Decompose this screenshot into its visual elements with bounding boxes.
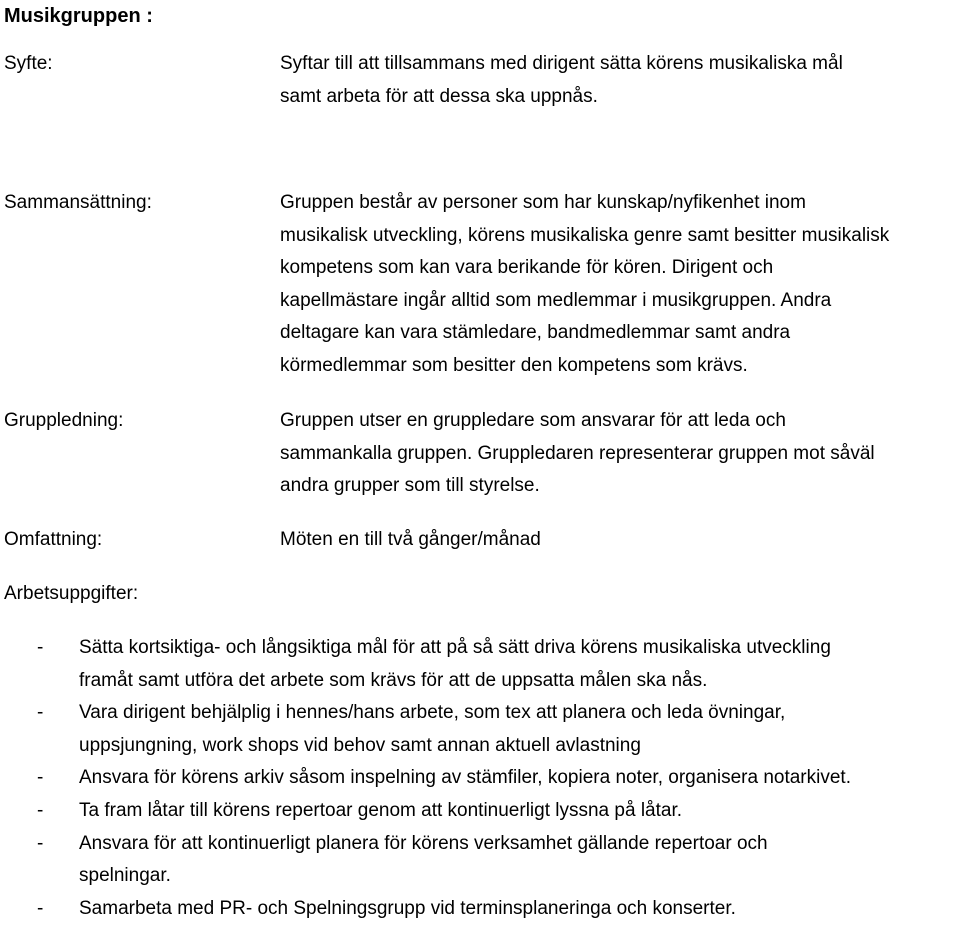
list-item xyxy=(0,632,960,697)
section-label-omfattning: Omfattning: xyxy=(4,529,103,550)
list-item xyxy=(0,795,960,828)
tasks-heading: Arbetsuppgifter: xyxy=(4,583,139,604)
bullet-dash: - xyxy=(37,897,44,919)
text-line: Samarbeta med PR- och Spelningsgrupp vid terminsplaneringa och konserter. xyxy=(79,897,736,919)
text-line: spelningar. xyxy=(79,865,171,887)
text-line: körmedlemmar som besitter den kompetens som krävs. xyxy=(280,354,748,376)
section-text-gruppledning xyxy=(280,405,960,503)
list-item xyxy=(0,828,960,893)
tasks-list xyxy=(0,632,960,925)
text-line: framåt samt utföra det arbete som krävs för att de uppsatta målen ska nås. xyxy=(79,669,708,691)
text-line: sammankalla gruppen. Gruppledaren representerar gruppen mot såväl xyxy=(280,442,875,464)
section-text-syfte xyxy=(280,48,960,113)
text-line: Ansvara för att kontinuerligt planera för körens verksamhet gällande repertoar och xyxy=(79,832,768,854)
bullet-dash: - xyxy=(37,832,44,854)
text-line: Ansvara för körens arkiv såsom inspelning av stämfiler, kopiera noter, organisera notarkivet. xyxy=(79,767,851,789)
text-line: andra grupper som till styrelse. xyxy=(280,475,540,497)
section-text-omfattning xyxy=(280,524,960,557)
bullet-dash: - xyxy=(37,767,44,789)
text-line: Ta fram låtar till körens repertoar genom att kontinuerligt lyssna på låtar. xyxy=(79,799,683,821)
text-line: kapellmästare ingår alltid som medlemmar i musikgruppen. Andra xyxy=(280,289,832,311)
section-label-sammansattning: Sammansättning: xyxy=(4,192,152,213)
section-label-gruppledning: Gruppledning: xyxy=(4,410,124,431)
text-line: Gruppen består av personer som har kunskap/nyfikenhet inom xyxy=(280,192,806,213)
text-line: Sätta kortsiktiga- och långsiktiga mål för att på så sätt driva körens musikaliska utveckling xyxy=(79,637,831,658)
section-text-sammansattning xyxy=(280,187,960,383)
list-item xyxy=(0,893,960,925)
list-item xyxy=(0,697,960,762)
text-line: Vara dirigent behjälplig i hennes/hans arbete, som tex att planera och leda övningar, xyxy=(79,702,786,724)
bullet-dash: - xyxy=(37,799,44,821)
section-label-syfte: Syfte: xyxy=(4,53,53,74)
text-line: samt arbeta för att dessa ska uppnås. xyxy=(280,85,598,107)
text-line: Syftar till att tillsammans med dirigent sätta körens musikaliska mål xyxy=(280,53,843,74)
text-line: kompetens som kan vara berikande för kören. Dirigent och xyxy=(280,257,774,279)
text-line: musikalisk utveckling, körens musikaliska genre samt besitter musikalisk xyxy=(280,224,890,246)
bullet-dash: - xyxy=(37,637,44,658)
text-line: Gruppen utser en gruppledare som ansvarar för att leda och xyxy=(280,410,786,431)
text-line: uppsjungning, work shops vid behov samt annan aktuell avlastning xyxy=(79,734,641,756)
text-line: Möten en till två gånger/månad xyxy=(280,529,541,550)
document-title: Musikgruppen : xyxy=(4,5,153,27)
text-line: deltagare kan vara stämledare, bandmedlemmar samt andra xyxy=(280,322,791,344)
bullet-dash: - xyxy=(37,702,44,724)
list-item xyxy=(0,762,960,795)
